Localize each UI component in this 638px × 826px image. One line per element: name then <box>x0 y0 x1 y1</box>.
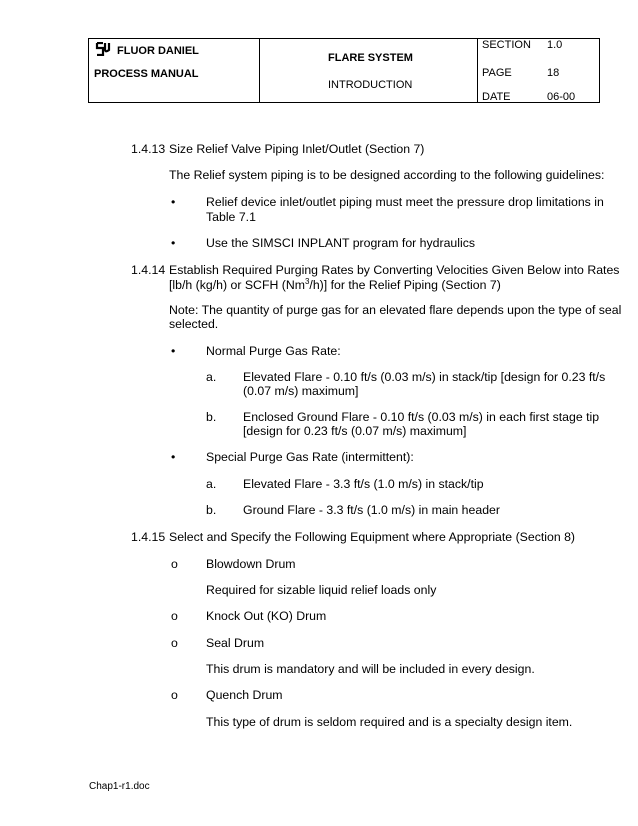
section-1413-bullet1-line1: Relief device inlet/outlet piping must meet the pressure drop limitations in <box>206 195 604 209</box>
fluor-daniel-logo-icon <box>95 42 111 56</box>
document-title: FLARE SYSTEM <box>328 52 413 64</box>
bullet-marker: • <box>171 450 176 464</box>
seal-drum-note: This drum is mandatory and will be included in every design. <box>206 662 535 676</box>
section-label: SECTION <box>482 39 531 51</box>
ko-drum: Knock Out (KO) Drum <box>206 609 327 623</box>
blowdown-drum: Blowdown Drum <box>206 557 296 571</box>
normal-purge-a-line1: Elevated Flare - 0.10 ft/s (0.03 m/s) in stack/tip [design for 0.23 ft/s <box>243 370 606 384</box>
section-1414-note-line1: Note: The quantity of purge gas for an elevated flare depends upon the type of seal <box>169 303 622 317</box>
manual-name: PROCESS MANUAL <box>94 68 199 80</box>
company-line <box>95 42 199 57</box>
page-value: 18 <box>547 67 560 79</box>
superscript-3: 3 <box>304 277 310 286</box>
normal-purge-b-label: b. <box>206 410 217 424</box>
section-1415-number: 1.4.15 <box>131 530 166 544</box>
date-value: 06-00 <box>547 91 576 103</box>
section-value: 1.0 <box>547 39 563 51</box>
special-purge-a-label: a. <box>206 477 217 491</box>
bullet-marker: • <box>171 236 176 250</box>
quench-drum: Quench Drum <box>206 688 283 702</box>
quench-drum-note: This type of drum is seldom required and is a specialty design item. <box>206 715 573 729</box>
section-1414-title-line2 <box>169 277 501 292</box>
page-label: PAGE <box>482 67 512 79</box>
section-1414-number: 1.4.14 <box>131 263 166 277</box>
date-label: DATE <box>482 91 511 103</box>
o-marker: o <box>171 688 178 702</box>
o-marker: o <box>171 609 178 623</box>
header-company-cell <box>89 39 260 102</box>
section-1413-number: 1.4.13 <box>131 142 166 156</box>
header-meta-cell <box>478 39 600 102</box>
section-1413-bullet2: Use the SIMSCI INPLANT program for hydraulics <box>206 236 476 250</box>
header-table <box>88 38 600 103</box>
section-1413-title: Size Relief Valve Piping Inlet/Outlet (Section 7) <box>169 142 425 156</box>
title-line2-start: [lb/h (kg/h) or SCFH (Nm <box>169 278 305 293</box>
section-1413-intro: The Relief system piping is to be designed according to the following guidelines: <box>169 168 605 182</box>
section-1414-note-line2: selected. <box>169 317 219 331</box>
special-purge-a: Elevated Flare - 3.3 ft/s (1.0 m/s) in stack/tip <box>243 477 484 491</box>
document-subtitle: INTRODUCTION <box>328 79 413 91</box>
normal-purge-b-line2: [design for 0.23 ft/s (0.07 m/s) maximum] <box>243 424 467 438</box>
o-marker: o <box>171 557 178 571</box>
normal-purge-b-line1: Enclosed Ground Flare - 0.10 ft/s (0.03 m/s) in each first stage tip <box>243 410 600 424</box>
special-purge-b: Ground Flare - 3.3 ft/s (1.0 m/s) in main header <box>243 503 500 517</box>
company-name: FLUOR DANIEL <box>117 45 199 57</box>
section-1414-title-line1: Establish Required Purging Rates by Converting Velocities Given Below into Rates <box>169 263 620 277</box>
normal-purge-a-line2: (0.07 m/s) maximum] <box>243 384 359 398</box>
section-1415-title: Select and Specify the Following Equipment where Appropriate (Section 8) <box>169 530 576 544</box>
normal-purge-a-label: a. <box>206 370 217 384</box>
special-purge-heading: Special Purge Gas Rate (intermittent): <box>206 450 414 464</box>
section-1413-bullet1-line2: Table 7.1 <box>206 210 256 224</box>
bullet-marker: • <box>171 195 176 209</box>
special-purge-b-label: b. <box>206 503 217 517</box>
footer-filename: Chap1-r1.doc <box>89 781 150 792</box>
seal-drum: Seal Drum <box>206 636 265 650</box>
bullet-marker: • <box>171 344 176 358</box>
title-line2-end: /h)] for the Relief Piping (Section 7) <box>309 278 501 293</box>
header-title-cell <box>259 39 478 102</box>
o-marker: o <box>171 636 178 650</box>
blowdown-drum-note: Required for sizable liquid relief loads only <box>206 583 437 597</box>
normal-purge-heading: Normal Purge Gas Rate: <box>206 344 341 358</box>
